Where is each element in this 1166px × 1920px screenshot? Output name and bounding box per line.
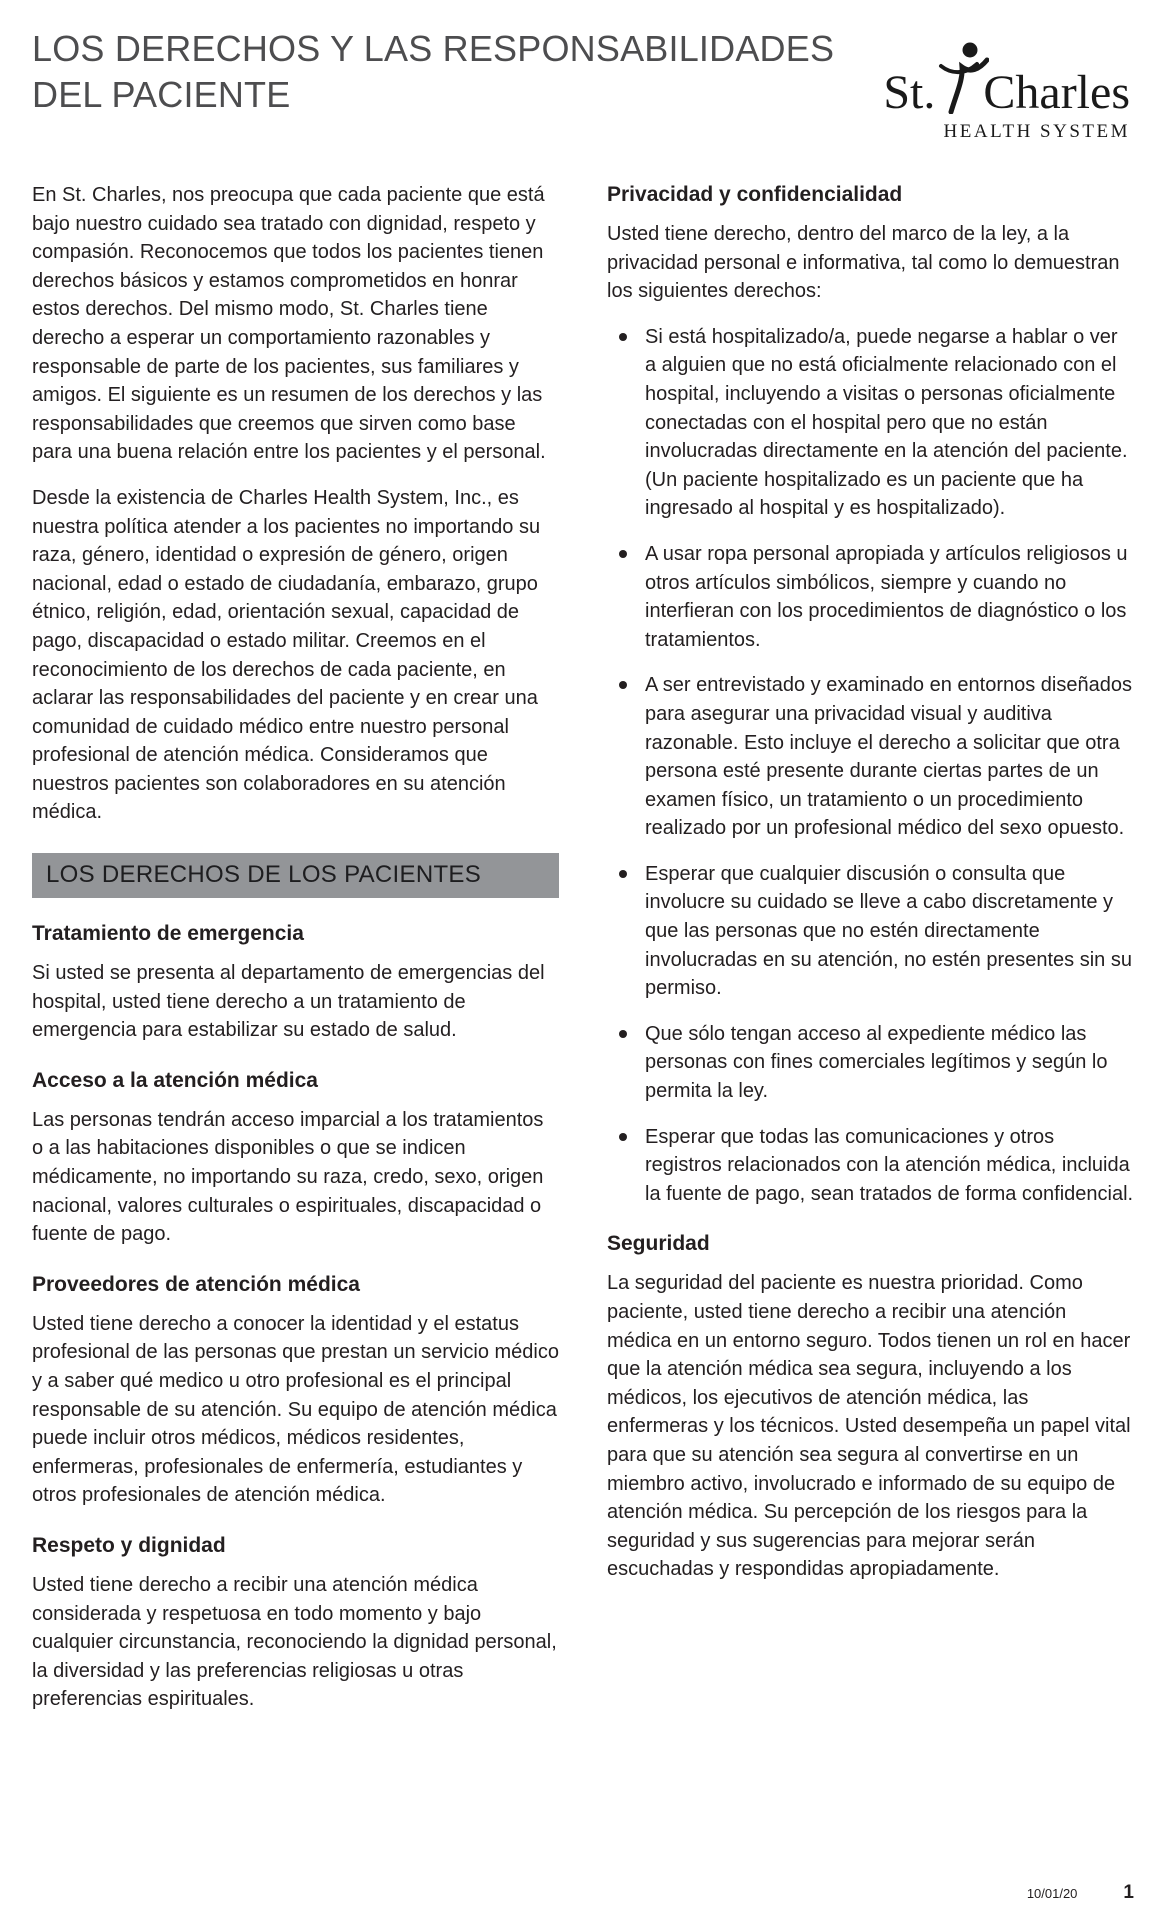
privacy-bullet-6: Esperar que todas las comunicaciones y otros registros relacionados con la atención médica, incluida la fuente de pago, sean tratados de forma confidencial. <box>607 1123 1134 1209</box>
dancing-figure-icon <box>937 40 989 123</box>
logo-text-charles: Charles <box>983 66 1130 119</box>
heading-respect-dignity: Respeto y dignidad <box>32 1533 226 1557</box>
body-emergency-treatment: Si usted se presenta al departamento de emergencias del hospital, usted tiene derecho a un tratamiento de emergencia para estabilizar su estado de salud. <box>32 962 545 1042</box>
page-title-line2: DEL PACIENTE <box>32 74 291 116</box>
page-title <box>32 26 834 118</box>
body-access-to-care: Las personas tendrán acceso imparcial a los tratamientos o a las habitaciones disponibles o que se indicen médicamente, no importando su raza, credo, sexo, origen nacional, valores culturales o espirituales, discapacidad o fuente de pago. <box>32 1108 544 1246</box>
body-security: La seguridad del paciente es nuestra prioridad. Como paciente, usted tiene derecho a recibir una atención médica en un entorno seguro. Todos tienen un rol en hacer que la atención médica sea segura, incluyendo a los médicos, los ejecutivos de atención médica, las enfermeras y los técnicos. Usted desempeña un papel vital para que su atención sea segura al convertirse en un miembro activo, involucrado e informado de su equipo de atención médica. Su percepción de los riesgos para la seguridad y sus sugerencias para mejorar serán escuchadas y respondidas apropiadamente. <box>607 1272 1131 1581</box>
privacy-intro: Usted tiene derecho, dentro del marco de la ley, a la privacidad personal e informativa, tal como lo demuestran los siguientes derechos: <box>607 223 1120 303</box>
body-respect-dignity: Usted tiene derecho a recibir una atención médica considerada y respetuosa en todo momento y bajo cualquier circunstancia, reconociendo la dignidad personal, la diversidad y las preferencias religiosas u otras preferencias espirituales. <box>32 1573 557 1711</box>
privacy-bullet-3: A ser entrevistado y examinado en entornos diseñados para asegurar una privacidad visual y auditiva razonable. Esto incluye el derecho a solicitar que otra persona esté presente durante ciertas partes de un examen físico, un tratamiento o un procedimiento realizado por un profesional médico del sexo opuesto. <box>607 671 1134 843</box>
right-column <box>607 181 1134 1731</box>
privacy-bullet-1: Si está hospitalizado/a, puede negarse a hablar o ver a alguien que no está oficialmente relacionado con el hospital, incluyendo a visitas o personas oficialmente conectadas con el hospital pero que no están involucradas directamente en la atención del paciente. (Un paciente hospitalizado es un paciente que ha ingresado al hospital y es hospitalizado). <box>607 323 1134 523</box>
document-header <box>32 26 1134 143</box>
footer-date: 10/01/20 <box>1026 1886 1078 1901</box>
body-care-providers: Usted tiene derecho a conocer la identidad y el estatus profesional de las personas que prestan un servicio médico y a saber qué medico u otro profesional es el principal responsable de su atención. Su equipo de atención médica puede incluir otros médicos, médicos residentes, enfermeras, profesionales de enfermería, estudiantes y otros profesionales de atención médica. <box>32 1312 559 1507</box>
footer-page-number: 1 <box>1123 1882 1134 1903</box>
logo-text-st: St. <box>883 66 936 119</box>
intro-paragraph-1: En St. Charles, nos preocupa que cada paciente que está bajo nuestro cuidado sea tratado con dignidad, respeto y compasión. Reconocemos que todos los pacientes tienen derechos básicos y estamos comprometidos en honrar estos derechos. Del mismo modo, St. Charles tiene derecho a esperar un comportamiento razonables y responsable de parte de los pacientes, sus familiares y amigos. El siguiente es un resumen de los derechos y las responsabilidades que creemos que sirven como base para una buena relación entre los pacientes y el personal. <box>32 184 546 464</box>
privacy-bullet-5: Que sólo tengan acceso al expediente médico las personas con fines comerciales legítimos y según lo permita la ley. <box>607 1020 1134 1106</box>
heading-care-providers: Proveedores de atención médica <box>32 1272 360 1296</box>
page-title-line1: LOS DERECHOS Y LAS RESPONSABILIDADES <box>32 28 835 69</box>
privacy-bullet-list <box>607 323 1134 1209</box>
heading-access-to-care: Acceso a la atención médica <box>32 1068 318 1092</box>
section-header-patient-rights: LOS DERECHOS DE LOS PACIENTES <box>32 853 559 898</box>
heading-security: Seguridad <box>607 1232 710 1256</box>
heading-emergency-treatment: Tratamiento de emergencia <box>32 922 304 946</box>
heading-privacy-confidentiality: Privacidad y confidencialidad <box>607 183 903 206</box>
intro-paragraph-2: Desde la existencia de Charles Health System, Inc., es nuestra política atender a los pacientes no importando su raza, género, identidad o expresión de género, origen nacional, edad o estado de ciudadanía, embarazo, grupo étnico, religión, edad, orientación sexual, capacidad de pago, discapacidad o estado militar. Creemos en el reconocimiento de los derechos de cada paciente, en aclarar las responsabilidades del paciente y en crear una comunidad de cuidado médico entre nuestro personal profesional de atención médica. Consideramos que nuestros pacientes son colaboradores en su atención médica. <box>32 486 541 824</box>
privacy-bullet-4: Esperar que cualquier discusión o consulta que involucre su cuidado se lleve a cabo discretamente y que las personas que no estén directamente involucradas en su atención, no estén presentes sin su permiso. <box>607 860 1134 1003</box>
logo-wordmark <box>883 34 1130 117</box>
logo-subtitle: HEALTH SYSTEM <box>943 121 1130 142</box>
st-charles-logo <box>883 26 1134 143</box>
left-column <box>32 181 559 1731</box>
document-footer <box>1027 1882 1134 1904</box>
document-columns <box>32 181 1134 1731</box>
privacy-bullet-2: A usar ropa personal apropiada y artículos religiosos u otros artículos simbólicos, siempre y cuando no interfieran con los procedimientos de diagnóstico o los tratamientos. <box>607 540 1134 654</box>
